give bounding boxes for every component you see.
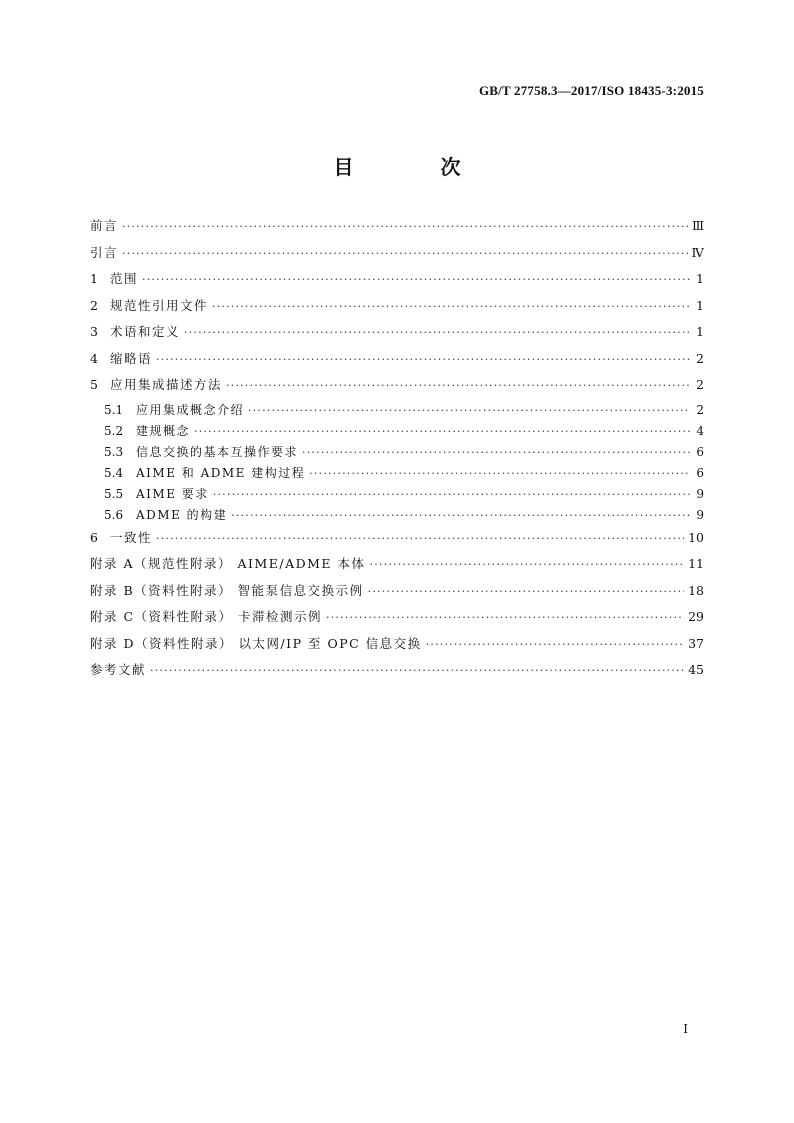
dot-leader (194, 424, 690, 440)
toc-entry-label: 参考文献 (90, 662, 147, 677)
dot-leader (122, 219, 688, 235)
toc-entry-page: 6 (696, 465, 704, 480)
dot-leader (226, 378, 690, 394)
toc-entry-number: 5.5 (104, 486, 124, 501)
dot-leader (326, 610, 684, 626)
toc-entry-label: 附录 C（资料性附录） 卡滞检测示例 (90, 609, 323, 624)
dot-leader (370, 557, 685, 573)
toc-entry[interactable] (90, 554, 704, 581)
toc-entry-label: 信息交换的基本互操作要求 (136, 444, 299, 459)
dot-leader (302, 445, 690, 461)
toc-entry-page: 29 (688, 609, 704, 624)
toc-entry-number: 5.1 (104, 402, 124, 417)
toc-entry[interactable] (90, 296, 704, 323)
document-code: GB/T 27758.3—2017/ISO 18435-3:2015 (478, 83, 704, 98)
toc-entry-label: ADME 的构建 (136, 507, 228, 522)
toc-entry-page: 9 (696, 507, 704, 522)
toc-entry-label: 附录 D（资料性附录） 以太网/IP 至 OPC 信息交换 (90, 635, 422, 651)
dot-leader (426, 637, 684, 653)
dot-leader (122, 246, 687, 262)
toc-entry-label: 建规概念 (136, 423, 191, 438)
toc-title: 目 次 (333, 155, 501, 179)
toc-entry[interactable] (90, 486, 704, 507)
dot-leader (142, 272, 690, 288)
toc-entry-page: 10 (688, 529, 704, 545)
toc-entry-page: 1 (696, 297, 704, 313)
toc-entry-label: 规范性引用文件 (110, 297, 209, 313)
toc-entry-number: 5.4 (104, 465, 124, 480)
toc-entry-page: 9 (696, 486, 704, 501)
toc-entry-label: 范围 (110, 271, 139, 286)
toc-entry-label: AIME 和 ADME 建构过程 (136, 465, 306, 480)
toc-entry[interactable] (90, 507, 704, 528)
toc-entry-label: 引言 (90, 244, 119, 260)
dot-leader (184, 325, 690, 341)
toc-entry-page: 2 (696, 377, 704, 392)
toc-entry-label: 附录 A（规范性附录） AIME/ADME 本体 (90, 556, 366, 571)
toc-entry-number: 2 (90, 297, 98, 313)
toc-entry-label: 应用集成描述方法 (110, 377, 223, 392)
toc-entry[interactable] (90, 423, 704, 444)
toc-entry-page: 6 (696, 444, 704, 459)
toc-entry-number: 1 (90, 271, 98, 286)
toc-entry[interactable] (90, 216, 704, 243)
toc-entry-page: 1 (696, 324, 704, 339)
toc-entry-page: Ⅲ (691, 218, 704, 233)
toc-entry-number: 4 (90, 350, 98, 366)
page-number: I (683, 1022, 688, 1036)
toc-entry-label: 应用集成概念介绍 (136, 402, 245, 417)
toc-entry-label: 术语和定义 (110, 324, 181, 339)
toc-entry[interactable] (90, 465, 704, 486)
toc-entry-page: 45 (688, 662, 704, 677)
toc-entry-label: 缩略语 (110, 350, 153, 366)
toc-entry[interactable] (90, 349, 704, 376)
toc-entry[interactable] (90, 322, 704, 349)
dot-leader (368, 584, 684, 600)
toc-entry-page: 11 (688, 556, 704, 571)
dot-leader (150, 663, 684, 679)
toc-entry-page: Ⅳ (691, 244, 704, 260)
toc-entry[interactable] (90, 581, 704, 608)
toc-entry[interactable] (90, 243, 704, 270)
toc-entry[interactable] (90, 634, 704, 661)
toc-entry-page: 37 (688, 635, 704, 651)
toc-entry[interactable] (90, 660, 704, 687)
dot-leader (156, 352, 690, 368)
toc-entry-number: 5.3 (104, 444, 124, 459)
toc-entry[interactable] (90, 375, 704, 402)
dot-leader (156, 531, 684, 547)
toc-entry-label: 附录 B（资料性附录） 智能泵信息交换示例 (90, 582, 364, 598)
dot-leader (212, 299, 690, 315)
toc-entry-label: AIME 要求 (136, 486, 209, 501)
toc-entry[interactable] (90, 528, 704, 555)
toc-entry-number: 3 (90, 324, 98, 339)
toc-entry[interactable] (90, 402, 704, 423)
dot-leader (213, 487, 690, 503)
toc-entry-number: 5.6 (104, 507, 124, 522)
toc-entry-page: 1 (696, 271, 704, 286)
toc-entry[interactable] (90, 269, 704, 296)
toc-entry-number: 5.2 (104, 423, 124, 438)
toc-entry[interactable] (90, 444, 704, 465)
toc-entry-label: 前言 (90, 218, 119, 233)
dot-leader (309, 466, 690, 482)
toc-entry-number: 5 (90, 377, 98, 392)
toc-entry-page: 18 (688, 582, 704, 598)
table-of-contents (90, 216, 704, 687)
toc-entry-page: 2 (696, 350, 704, 366)
dot-leader (231, 508, 690, 524)
toc-entry-number: 6 (90, 529, 98, 545)
toc-entry-page: 4 (696, 423, 704, 438)
dot-leader (248, 403, 690, 419)
toc-entry[interactable] (90, 607, 704, 634)
toc-entry-label: 一致性 (110, 529, 153, 545)
toc-entry-page: 2 (696, 402, 704, 417)
